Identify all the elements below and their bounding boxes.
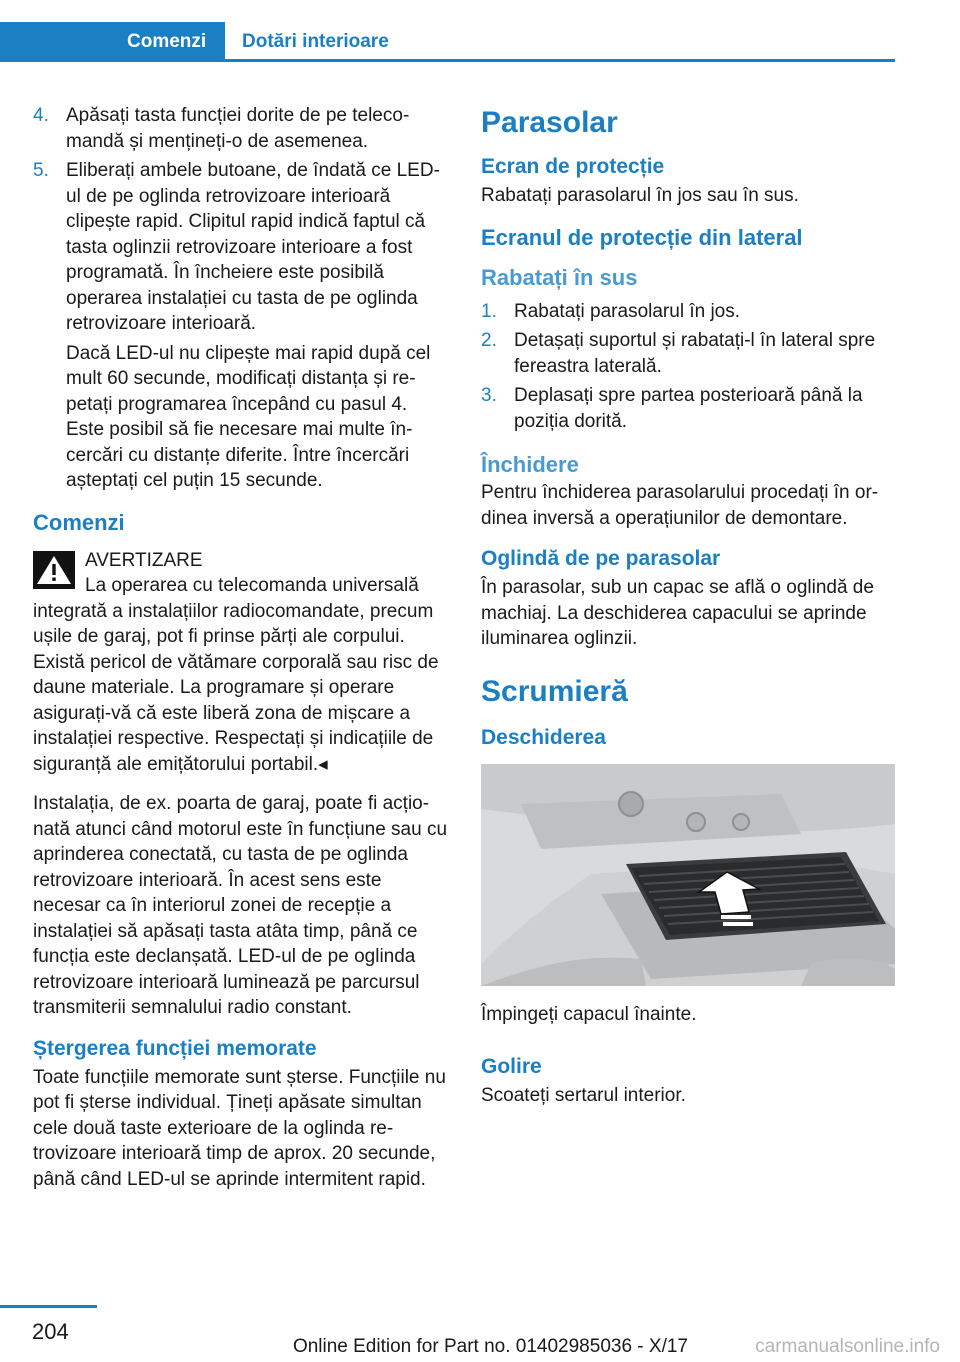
comenzi-text: Instalația, de ex. poarta de garaj, poate fi acționată atunci când motorul este în funcțiune sau cu aprinderea conectată, cu tasta de pe oglinda retrovizoare interioară. În acest sens este necesar ca în interiorul zonei de recepție a instalației să apăsați tasta atâta timp, până ce funcția este declanșată. LED-ul de pe oglinda retrovizoare interioară luminează pe parcursul transmiterii semnalului radio constant. [33, 793, 448, 1018]
page-number: 204 [32, 1319, 69, 1344]
step-text: Eliberați ambele butoane, de îndată ce LED-ul de pe oglinda retrovizoare interioară clipește rapid. Clipitul rapid indică faptul că tasta oglinzii retrovizoare interioare a fost programată. În încheiere este posibilă operarea instalației cu tasta de pe oglinda retrovizoare interioară. [66, 160, 440, 334]
close-heading: Închidere [481, 452, 579, 477]
fold-step-2 [481, 328, 897, 379]
step-number: 5. [33, 160, 49, 181]
header-tab-bar [0, 22, 895, 62]
tab-dotari-interioare[interactable]: Dotări interioare [242, 31, 389, 52]
step-text: Deplasați spre partea posterioară până la poziția dorită. [514, 385, 863, 432]
step-number: 3. [481, 385, 497, 406]
opening-text: Împingeți capacul înainte. [481, 1003, 697, 1025]
step-number: 2. [481, 330, 497, 351]
screen-heading: Ecran de protecție [481, 155, 665, 178]
opening-heading: Deschiderea [481, 725, 606, 749]
step-4 [33, 103, 449, 154]
watermark: carmanualsonline.info [755, 1336, 940, 1357]
warning-icon [33, 551, 75, 589]
step-number: 4. [33, 105, 49, 126]
step-text: Detașați suportul și rabatați-l în lateral spre fereastra laterală. [514, 330, 876, 377]
step-text: Apăsați tasta funcției dorite de pe telecomandă și mențineți-o de asemenea. [66, 105, 410, 152]
side-screen-heading: Ecranul de protecție din lateral [481, 224, 803, 250]
empty-text: Scoateți sertarul interior. [481, 1085, 686, 1106]
mirror-heading: Oglindă de pe parasolar [481, 547, 721, 570]
footer-rule [0, 1305, 97, 1308]
edition-text: Online Edition for Part no. 01402985036 - X/17 [292, 1336, 688, 1357]
close-text: Pentru închiderea parasolarului procedați în ordinea inversă a operațiunilor de demontare. [481, 482, 879, 529]
step-5-extra: Dacă LED-ul nu clipește mai rapid după cel mult 60 secunde, modificați distanța și repetați programarea începând cu pasul 4. Este posibil să fie necesare mai multe încercări cu distanțe diferite. Între încercări așteptați cel puțin 15 secunde. [66, 342, 431, 491]
mirror-text: În parasolar, sub un capac se află o oglindă de machiaj. La deschiderea capacului se aprinde iluminarea oglinzii. [481, 577, 874, 649]
fold-step-3 [481, 383, 897, 434]
step-text: Rabatați parasolarul în jos. [514, 300, 741, 322]
delete-heading: Ștergerea funcției memorate [33, 1036, 317, 1060]
fold-step-1 [481, 299, 897, 325]
screen-text: Rabatați parasolarul în jos sau în sus. [481, 185, 799, 206]
parasolar-title: Parasolar [481, 106, 618, 139]
comenzi-heading: Comenzi [33, 509, 125, 535]
ashtray-title: Scrumieră [481, 674, 628, 708]
step-5 [33, 158, 449, 337]
right-column [481, 103, 897, 1123]
tab-comenzi[interactable]: Comenzi [0, 22, 225, 62]
empty-heading: Golire [481, 1055, 542, 1078]
warning-text: La operarea cu telecomanda universală integrată a instalațiilor radiocomandate, precum ușile de garaj, pot fi prinse părți ale corpului. Există pericol de vătămare corporală sau risc de daune materiale. La programare și operare asigurați-vă că este liberă zona de mișcare a instalației respective. Respectați și indicațiile de siguranță ale emițătorului portabil.◂ [33, 575, 439, 775]
header-rule [0, 59, 895, 62]
delete-text: Toate funcțiile memorate sunt șterse. Funcțiile nu pot fi șterse individual. Țineți apăsate simultan cele două taste exterioare de la oglinda retrovizoare interioară timp de aprox. 20 secunde, până când LED-ul se aprinde intermitent rapid. [33, 1066, 446, 1190]
warning-block [33, 548, 449, 778]
left-column [33, 103, 449, 1206]
fold-up-heading: Rabatați în sus [481, 264, 638, 290]
ashtray-photo [481, 764, 895, 986]
warning-title: AVERTIZARE [85, 549, 203, 571]
step-number: 1. [481, 300, 497, 322]
